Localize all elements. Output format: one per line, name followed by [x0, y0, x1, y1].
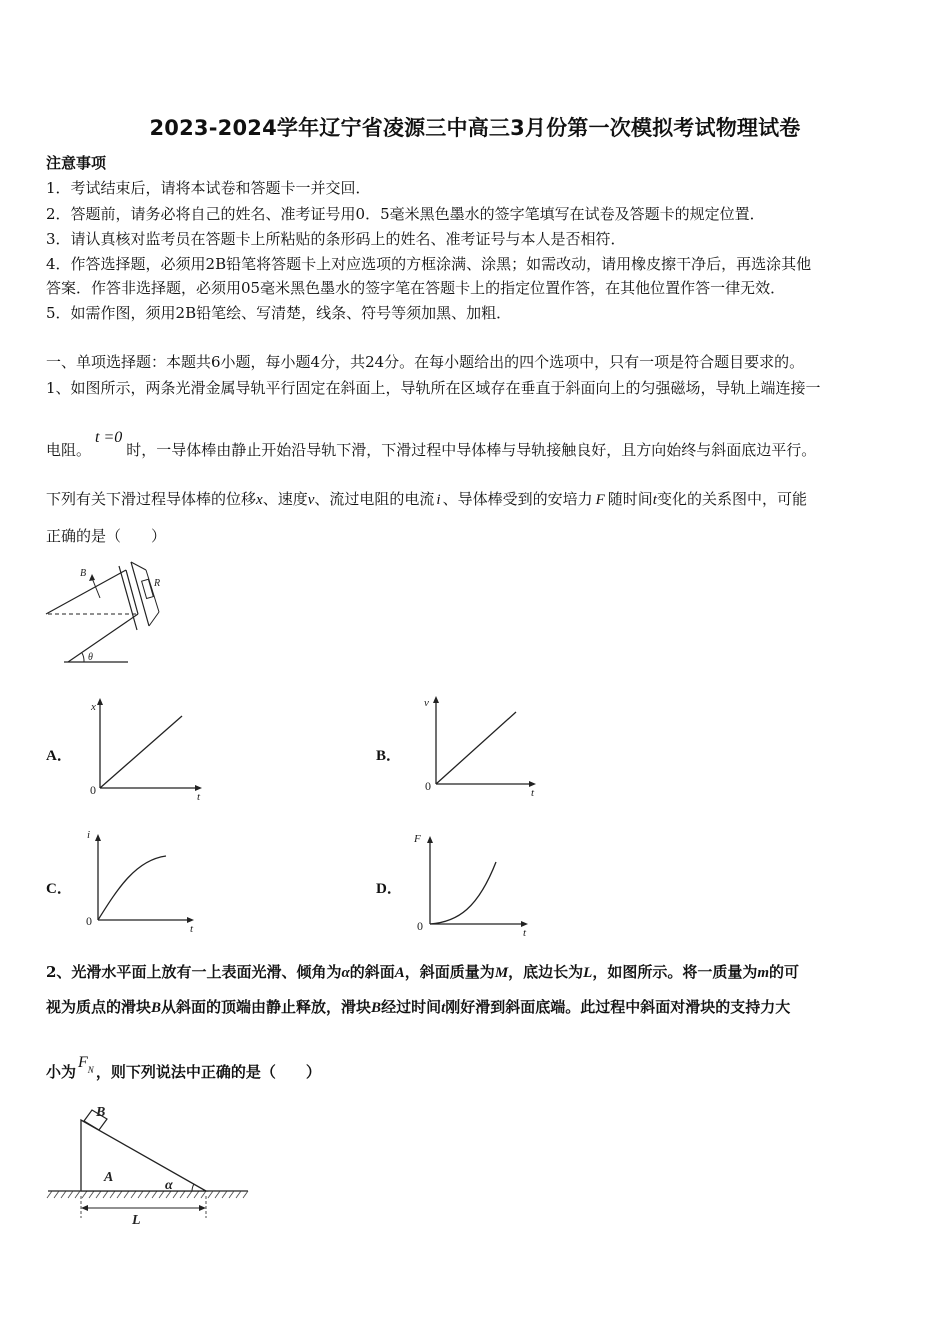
option-c-label[interactable]: C．: [46, 881, 72, 897]
notice-item: 3．请认真核对监考员在答题卡上所粘贴的条形码上的姓名、准考证号与本人是否相符．: [46, 230, 626, 248]
q2-line1: [46, 961, 799, 982]
x-axis-label: t: [523, 927, 527, 939]
angle-label-theta: θ: [88, 652, 93, 663]
q2-text: ，斜面质量为: [404, 963, 495, 981]
q1-text: 变化的关系图中，可能: [656, 490, 807, 508]
section-heading: 一、单项选择题：本题共6小题，每小题4分，共24分。在每小题给出的四个选项中，只有一项是符合题目要求的。: [46, 353, 805, 371]
q1-t0: t =0: [95, 429, 123, 446]
q2-text: 的可: [769, 963, 800, 981]
var-M: M: [494, 965, 509, 981]
q2-line3: [46, 1054, 321, 1082]
q1-text: 时，一导体棒由静止开始沿导轨下滑，下滑过程中导体棒与导轨接触良好，且方向始终与斜面底边平行。: [126, 441, 817, 459]
x-axis-label: t: [531, 787, 535, 799]
fn-subscript: N: [87, 1065, 94, 1075]
notice-item: 1．考试结束后，请将本试卷和答题卡一并交回．: [46, 179, 371, 197]
y-axis-label: i: [87, 829, 91, 841]
q2-text: 刚好滑到斜面底端。此过程中斜面对滑块的支持力大: [445, 998, 791, 1016]
var-F: F: [595, 492, 605, 508]
q1-text: 、导体棒受到的安培力: [442, 490, 593, 508]
block-label-B: B: [96, 1105, 106, 1120]
var-t: t: [652, 492, 657, 508]
notice-item: 2．答题前，请务必将自己的姓名、准考证号用0．5毫米黑色墨水的签字笔填写在试卷及答题卡的规定位置．: [46, 205, 765, 223]
var-alpha: α: [341, 965, 350, 981]
fn-symbol: F: [78, 1054, 88, 1071]
q1-line4: 正确的是（ ）: [46, 527, 167, 545]
option-b-graph: [422, 694, 547, 799]
q2-text: ，则下列说法中正确的是（ ）: [95, 1063, 321, 1081]
notice-item: 4．作答选择题，必须用2B铅笔将答题卡上对应选项的方框涂满、涂黑；如需改动，请用橡皮擦干净后，再选涂其他: [46, 255, 812, 273]
q2-text: 2、光滑水平面上放有一上表面光滑、倾角为: [46, 963, 342, 981]
q2-text: 从斜面的顶端由静止释放，滑块: [161, 998, 372, 1016]
origin-label: 0: [417, 919, 423, 933]
q2-wedge-figure: [44, 1100, 254, 1228]
q2-text: 小为: [46, 1063, 77, 1081]
var-B: B: [371, 1000, 382, 1016]
q2-text: ，如图所示。将一质量为: [592, 963, 758, 981]
var-B: B: [151, 1000, 162, 1016]
option-d-label[interactable]: D．: [376, 881, 402, 897]
q1-text: 、流过电阻的电流: [314, 490, 435, 508]
option-d-graph: [414, 830, 541, 939]
x-axis-label: t: [190, 923, 194, 935]
page-title: 2023-2024学年辽宁省凌源三中高三3月份第一次模拟考试物理试卷: [149, 116, 801, 140]
x-axis-label: t: [197, 791, 201, 803]
q2-text: 的斜面: [349, 963, 395, 981]
y-axis-label: v: [424, 697, 429, 709]
var-FN: [76, 1054, 96, 1081]
q1-text: 随时间: [607, 490, 653, 508]
resistor-label-R: R: [154, 578, 161, 589]
origin-label: 0: [425, 779, 431, 793]
q1-text: 电阻。: [46, 441, 92, 459]
origin-label: 0: [90, 783, 96, 797]
q1-text: 下列有关下滑过程导体棒的位移: [46, 490, 257, 508]
var-x: x: [256, 492, 263, 508]
notice-heading: 注意事项: [46, 154, 107, 172]
field-label-B: B: [80, 568, 87, 579]
q1-text: 、速度: [262, 490, 308, 508]
q1-line2: [46, 429, 817, 460]
q1-line3: [46, 488, 807, 509]
wedge-label-A: A: [104, 1170, 114, 1185]
notice-item: 答案．作答非选择题，必须用05毫米黑色墨水的签字笔在答题卡上的指定位置作答，在其他位置作答一律无效．: [46, 279, 786, 297]
q1-line1: 1、如图所示，两条光滑金属导轨平行固定在斜面上，导轨所在区域存在垂直于斜面向上的匀强磁场，导轨上端连接一: [46, 379, 821, 397]
var-t: t: [441, 1000, 446, 1016]
q2-text: ，底边长为: [508, 963, 584, 981]
var-L: L: [583, 965, 593, 981]
var-v: v: [307, 492, 315, 508]
q2-line2: [46, 996, 790, 1017]
origin-label: 0: [86, 914, 92, 928]
q2-text: 视为质点的滑块: [46, 998, 152, 1016]
y-axis-label: x: [91, 701, 96, 713]
option-a-label[interactable]: A．: [46, 748, 72, 764]
var-i: i: [436, 492, 441, 508]
var-m: m: [757, 965, 770, 981]
q1-incline-figure: [40, 560, 170, 670]
base-label-L: L: [132, 1213, 141, 1228]
q2-text: 经过时间: [381, 998, 442, 1016]
option-c-graph: [84, 828, 209, 933]
notice-item: 5．如需作图，须用2B铅笔绘、写清楚，线条、符号等须加黑、加粗．: [46, 304, 512, 322]
angle-label-alpha: α: [165, 1178, 173, 1193]
y-axis-label: F: [414, 833, 421, 845]
option-b-label[interactable]: B．: [376, 748, 402, 764]
var-A: A: [394, 965, 405, 981]
option-a-graph: [86, 698, 211, 803]
